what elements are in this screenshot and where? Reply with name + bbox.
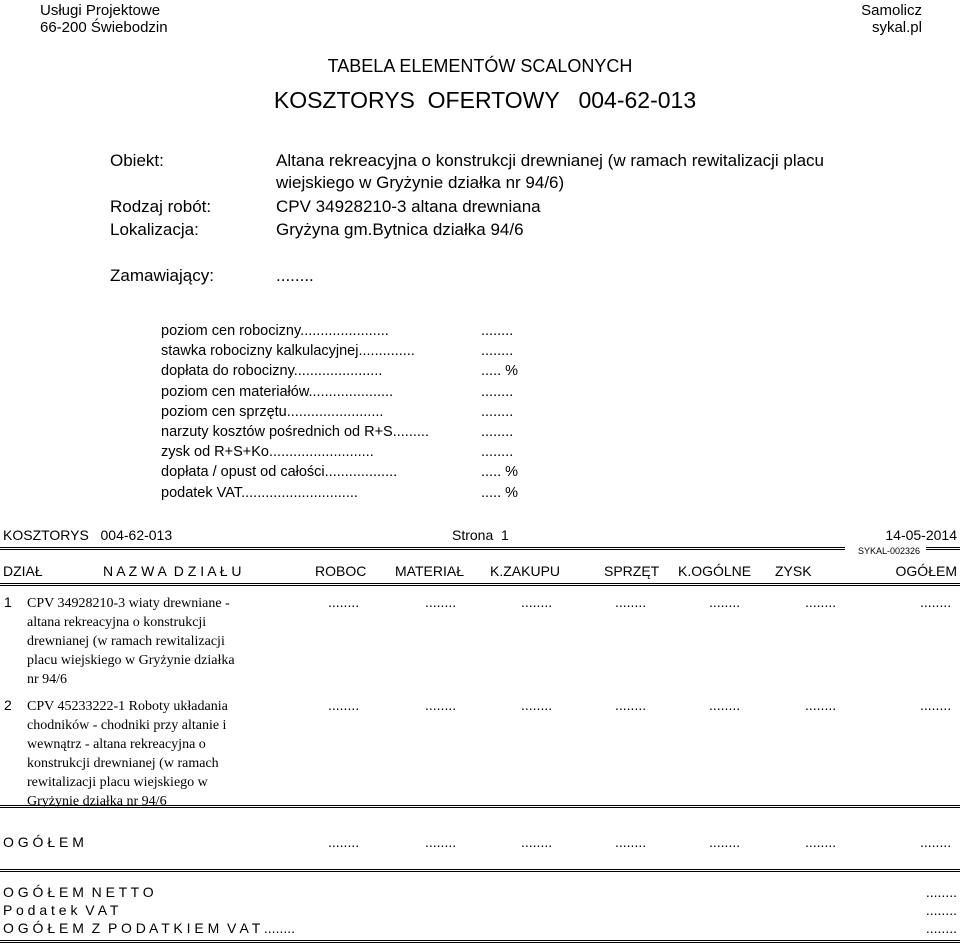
row-value: ........ [920, 594, 952, 610]
summary-value: ........ [925, 884, 957, 900]
row-description-line: drewnianej (w ramach rewitalizacji [27, 634, 225, 649]
summary-label: O G Ó Ł E M N E T T O [3, 884, 154, 900]
row-value: ........ [615, 594, 647, 610]
param-leader: ...................... [300, 323, 389, 339]
author-name: Samolicz [861, 2, 922, 19]
row-value: ........ [615, 697, 647, 713]
row-value: ........ [920, 697, 952, 713]
summary-value: ........ [925, 920, 957, 936]
obiekt-label: Obiekt: [110, 151, 164, 170]
row-description-line: wewnątrz - altana rekreacyjna o [27, 737, 206, 752]
zamawiajacy-label: Zamawiający: [110, 266, 214, 285]
param-leader: ........................ [286, 403, 384, 420]
param-value: ........ [481, 424, 514, 440]
row-description-line: nr 94/6 [27, 672, 68, 687]
company-address: 66-200 Świebodzin [40, 19, 168, 36]
param-value: ........ [481, 383, 514, 400]
row-value: ........ [805, 697, 837, 713]
column-header: SPRZĘT [604, 563, 660, 579]
rule-total-bottom [0, 869, 960, 872]
page-number: Strona 1 [452, 527, 509, 543]
param-leader: ..................... [308, 383, 394, 400]
param-label [161, 444, 374, 460]
param-value: ........ [481, 343, 514, 360]
rodzaj-value: CPV 34928210-3 altana drewniana [276, 197, 541, 216]
column-header: K.ZAKUPU [490, 563, 561, 579]
row-description-line: altana rekreacyjna o konstrukcji [27, 615, 207, 630]
author-site: sykal.pl [871, 19, 922, 36]
param-label [161, 404, 383, 420]
total-value: ........ [615, 834, 647, 850]
param-value: ........ [481, 403, 514, 420]
param-leader: ............................. [241, 484, 358, 501]
page-kosztorys: KOSZTORYS 004-62-013 [3, 527, 173, 543]
param-value: ........ [481, 444, 514, 461]
param-name: podatek VAT [161, 484, 242, 501]
param-label [161, 464, 397, 480]
obiekt-value-line1: Altana rekreacyjna o konstrukcji drewnianej (w ramach rewitalizacji placu [276, 151, 825, 170]
row-description-line: konstrukcji drewnianej (w ramach [27, 756, 219, 771]
document-subtitle: KOSZTORYS OFERTOWY 004-62-013 [273, 87, 697, 113]
row-number: 1 [4, 594, 12, 610]
sykal-mark: SYKAL-002326 [858, 546, 921, 556]
obiekt-value-line2: wiejskiego w Gryżynie działka nr 94/6) [276, 173, 565, 192]
column-header: K.OGÓLNE [678, 563, 752, 579]
company-name: Usługi Projektowe [40, 2, 161, 19]
param-name: poziom cen materiałów [161, 383, 309, 400]
rule-top-left [0, 547, 845, 550]
param-leader: .................. [324, 464, 398, 481]
page-date: 14-05-2014 [885, 527, 957, 543]
row-value: ........ [328, 697, 360, 713]
row-description-line: CPV 34928210-3 wiaty drewniane - [27, 596, 230, 611]
param-name: poziom cen sprzętu [161, 403, 287, 420]
row-description-line: CPV 45233222-1 Roboty układania [27, 699, 228, 714]
total-value: ........ [805, 834, 837, 850]
summary-label: O G Ó Ł E M Z P O D A T K I E M V A T ........ [3, 920, 296, 936]
total-value: ........ [328, 834, 360, 850]
param-name: poziom cen robocizny [161, 323, 301, 339]
param-name: stawka robocizny kalkulacyjnej [161, 343, 359, 360]
param-name: dopłata / opust od całości [161, 464, 325, 481]
row-description-line: Gryżynie działka nr 94/6 [27, 794, 167, 809]
rodzaj-label: Rodzaj robót: [110, 197, 212, 216]
total-value: ........ [425, 834, 457, 850]
param-leader: .......................... [269, 444, 374, 461]
param-label [161, 323, 389, 339]
total-value: ........ [709, 834, 741, 850]
param-value: ........ [481, 323, 514, 339]
total-label: O G Ó Ł E M [3, 834, 84, 850]
total-value: ........ [920, 834, 952, 850]
row-value: ........ [521, 594, 553, 610]
row-value: ........ [328, 594, 360, 610]
row-value: ........ [709, 697, 741, 713]
summary-label: P o d a t e k V A T [3, 902, 119, 918]
param-leader: .............. [358, 343, 415, 360]
param-label [161, 384, 393, 400]
lokalizacja-label: Lokalizacja: [110, 220, 199, 239]
rule-summary-bottom [0, 940, 960, 943]
column-header: MATERIAŁ [395, 563, 464, 579]
param-label [161, 363, 382, 379]
param-name: narzuty kosztów pośrednich od R+S [161, 424, 393, 440]
param-value: ..... % [481, 484, 519, 501]
row-description-line: placu wiejskiego w Gryżynie działka [27, 653, 235, 668]
param-leader: ......... [392, 424, 429, 440]
total-value: ........ [521, 834, 553, 850]
param-name: dopłata do robocizny [161, 363, 294, 380]
column-header: DZIAŁ [3, 563, 43, 579]
column-header: OGÓŁEM [895, 563, 957, 579]
row-description-line: rewitalizacji placu wiejskiego w [27, 775, 208, 790]
row-description-line: chodników - chodniki przy altanie i [27, 718, 227, 733]
param-label [161, 424, 429, 440]
column-header: N A Z W A D Z I A Ł U [103, 563, 242, 579]
column-header: ZYSK [775, 563, 812, 579]
summary-value: ........ [925, 902, 957, 918]
document-title: TABELA ELEMENTÓW SCALONYCH [327, 56, 633, 76]
lokalizacja-value: Gryżyna gm.Bytnica działka 94/6 [276, 220, 524, 239]
row-value: ........ [425, 594, 457, 610]
row-value: ........ [425, 697, 457, 713]
rule-top-right [926, 547, 960, 550]
column-header: ROBOC [315, 563, 367, 579]
rule-header-bottom [0, 583, 960, 586]
param-leader: ...................... [293, 363, 383, 380]
row-number: 2 [4, 697, 12, 713]
param-value: ..... % [481, 464, 519, 481]
rule-body-bottom [0, 805, 960, 808]
param-label [161, 343, 415, 359]
row-value: ........ [709, 594, 741, 610]
param-label [161, 485, 358, 501]
zamawiajacy-value: ........ [276, 266, 314, 285]
param-name: zysk od R+S+Ko [161, 444, 269, 461]
row-value: ........ [805, 594, 837, 610]
row-value: ........ [521, 697, 553, 713]
param-value: ..... % [481, 363, 519, 380]
